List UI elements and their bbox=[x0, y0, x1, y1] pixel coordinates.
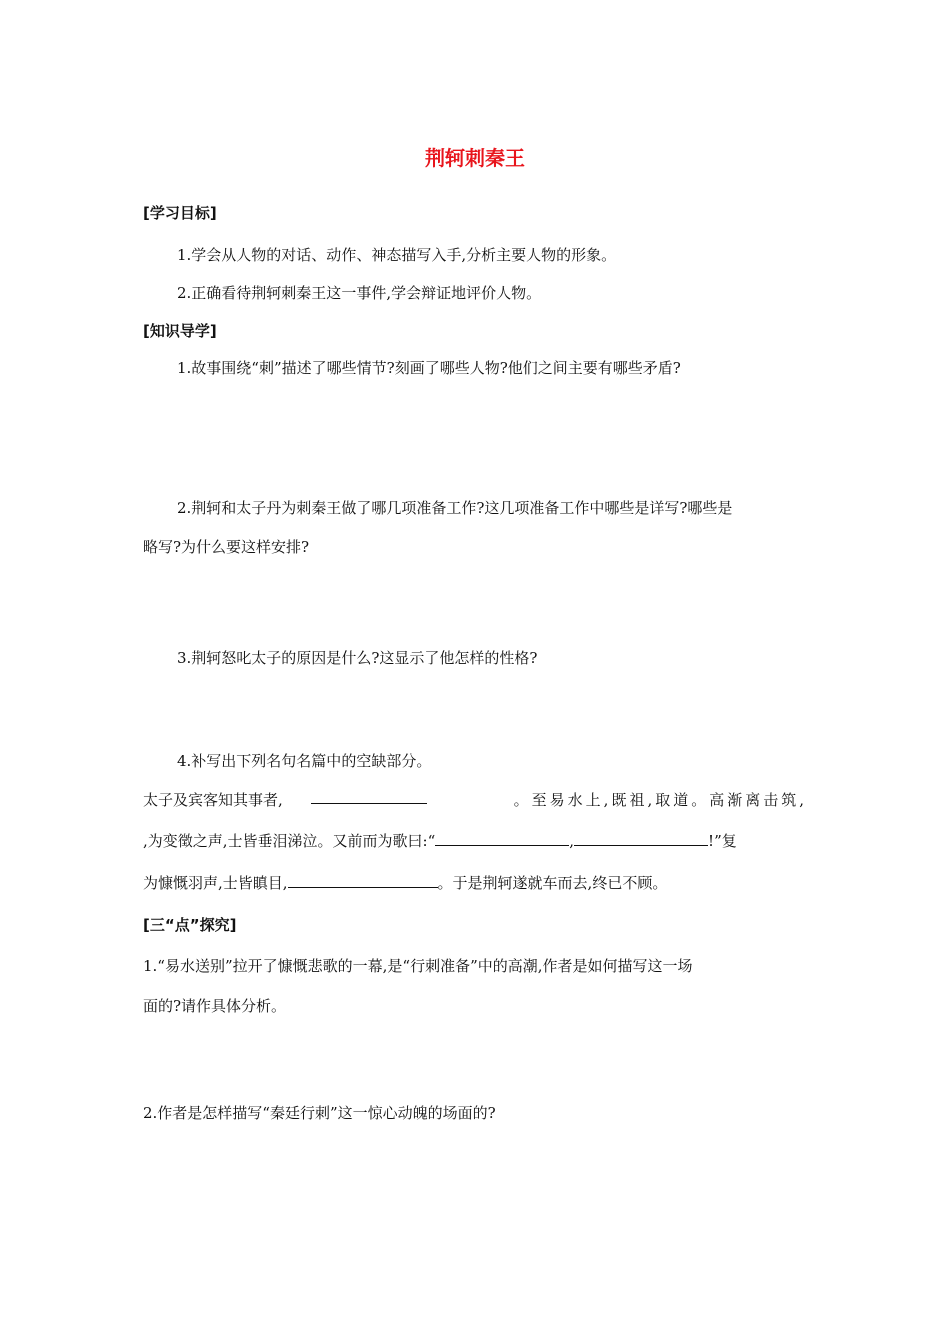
section-heading-objectives: [学习目标] bbox=[143, 204, 217, 222]
page-title: 荆轲刺秦王 bbox=[425, 146, 525, 170]
fill-text-1a: 太子及宾客知其事者, bbox=[143, 791, 283, 809]
fill-in-line-3 bbox=[143, 872, 667, 893]
answer-blank-4[interactable] bbox=[288, 873, 438, 888]
objective-item-2: 2.正确看待荆轲刺秦王这一事件,学会辩证地评价人物。 bbox=[177, 284, 542, 302]
explore-question-2: 2.作者是怎样描写“秦廷行刺”这一惊心动魄的场面的? bbox=[143, 1104, 496, 1122]
fill-in-line-2 bbox=[143, 830, 737, 851]
explore-question-1-line-2: 面的?请作具体分析。 bbox=[143, 997, 287, 1015]
objective-item-1: 1.学会从人物的对话、动作、神态描写入手,分析主要人物的形象。 bbox=[177, 246, 617, 264]
fill-text-3a: 为慷慨羽声,士皆瞋目, bbox=[143, 874, 288, 892]
section-heading-explore: [三“点”探究] bbox=[143, 916, 237, 934]
fill-text-2a: ,为变徵之声,士皆垂泪涕泣。又前而为歌曰:“ bbox=[143, 832, 436, 850]
guide-question-1: 1.故事围绕“刺”描述了哪些情节?刻画了哪些人物?他们之间主要有哪些矛盾? bbox=[177, 359, 681, 377]
guide-question-4: 4.补写出下列名句名篇中的空缺部分。 bbox=[177, 752, 432, 770]
fill-text-3b: 。于是荆轲遂就车而去,终已不顾。 bbox=[437, 874, 668, 892]
answer-blank-3[interactable] bbox=[574, 831, 708, 846]
fill-text-2-comma: , bbox=[569, 832, 575, 850]
guide-question-3: 3.荆轲怒叱太子的原因是什么?这显示了他怎样的性格? bbox=[177, 649, 538, 667]
section-heading-guide: [知识导学] bbox=[143, 322, 217, 340]
answer-blank-1[interactable] bbox=[311, 789, 427, 804]
guide-question-2-line-1: 2.荆轲和太子丹为刺秦王做了哪几项准备工作?这几项准备工作中哪些是详写?哪些是 bbox=[177, 499, 733, 517]
answer-blank-2[interactable] bbox=[435, 831, 569, 846]
fill-in-line-1 bbox=[143, 789, 807, 810]
guide-question-2-line-2: 略写?为什么要这样安排? bbox=[143, 538, 310, 556]
explore-question-1-line-1: 1.“易水送别”拉开了慷慨悲歌的一幕,是“行刺准备”中的高潮,作者是如何描写这一场 bbox=[143, 957, 693, 975]
fill-text-2b: !”复 bbox=[708, 832, 737, 850]
fill-text-1b: 。至易水上,既祖,取道。高渐离击筑, bbox=[513, 791, 807, 809]
